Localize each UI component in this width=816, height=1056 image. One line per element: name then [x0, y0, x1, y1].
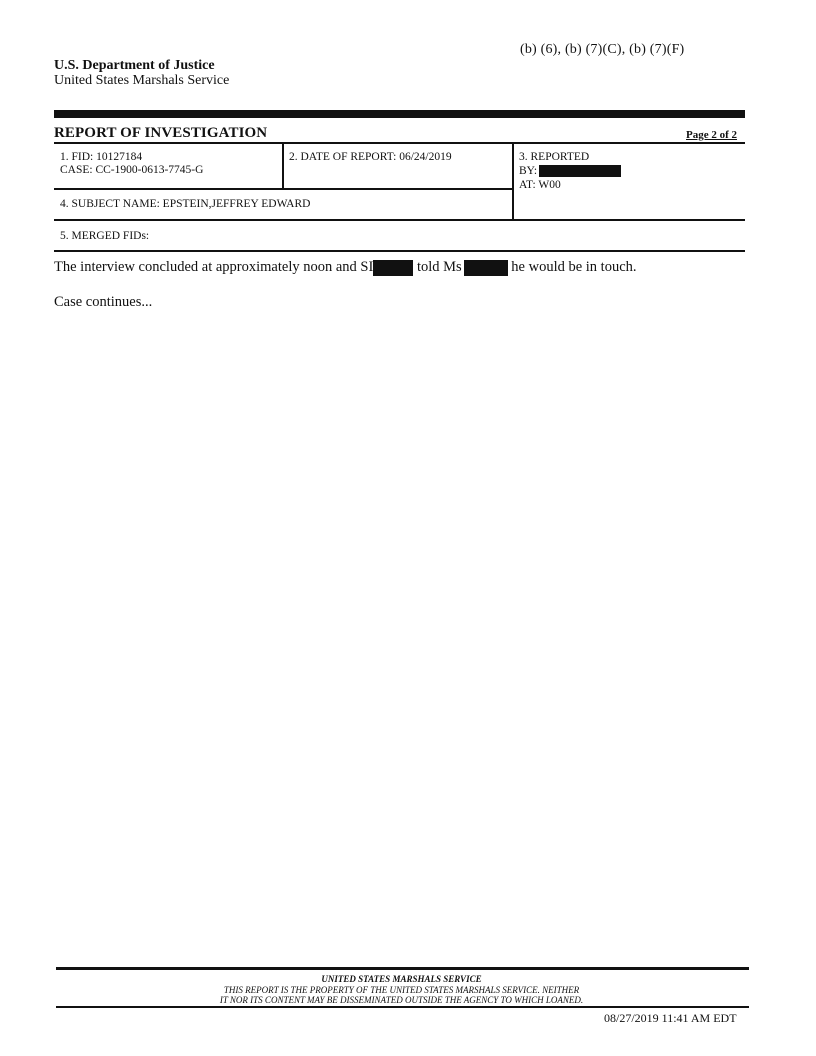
- redaction-box: [464, 260, 508, 276]
- body-paragraph: Case continues...: [54, 294, 153, 310]
- footer-bottom-rule: [56, 1006, 749, 1008]
- print-timestamp: 08/27/2019 11:41 AM EDT: [604, 1011, 737, 1025]
- subject-name-field: 4. SUBJECT NAME: EPSTEIN,JEFFREY EDWARD: [60, 198, 311, 210]
- case-field: CASE: CC-1900-0613-7745-G: [60, 164, 204, 176]
- reported-by-label: BY:: [519, 165, 538, 177]
- agency-name: U.S. Department of Justice: [54, 58, 215, 73]
- reported-label: 3. REPORTED: [519, 151, 590, 163]
- redaction-box: [539, 165, 621, 177]
- service-name: United States Marshals Service: [54, 73, 230, 88]
- form-top-rule: [54, 142, 745, 144]
- form-divider: [512, 142, 514, 220]
- merged-fids-field: 5. MERGED FIDs:: [60, 230, 150, 242]
- report-date-field: 2. DATE OF REPORT: 06/24/2019: [289, 151, 452, 163]
- form-rule: [54, 219, 745, 221]
- footer-title: UNITED STATES MARSHALS SERVICE: [321, 974, 482, 984]
- footer-notice-line: IT NOR ITS CONTENT MAY BE DISSEMINATED OUTSIDE THE AGENCY TO WHICH LOANED.: [219, 995, 584, 1005]
- body-segment: told Ms: [416, 259, 462, 275]
- fid-field: 1. FID: 10127184: [60, 151, 143, 163]
- body-paragraph: [54, 259, 637, 276]
- reported-by-field: [519, 165, 621, 178]
- page-number: Page 2 of 2: [686, 129, 738, 141]
- footer-top-rule: [56, 967, 749, 970]
- form-bottom-rule: [54, 250, 745, 252]
- form-rule: [54, 188, 513, 190]
- header-bar: [54, 110, 745, 118]
- redaction-box: [373, 260, 413, 276]
- body-segment: The interview concluded at approximately noon and SI: [54, 259, 374, 275]
- footer-notice-line: THIS REPORT IS THE PROPERTY OF THE UNITED STATES MARSHALS SERVICE. NEITHER: [223, 985, 580, 995]
- reported-at-field: AT: W00: [519, 179, 561, 191]
- body-segment: he would be in touch.: [511, 259, 637, 275]
- report-title: REPORT OF INVESTIGATION: [54, 125, 268, 141]
- foia-exemptions: (b) (6), (b) (7)(C), (b) (7)(F): [520, 42, 685, 57]
- form-divider: [282, 142, 284, 189]
